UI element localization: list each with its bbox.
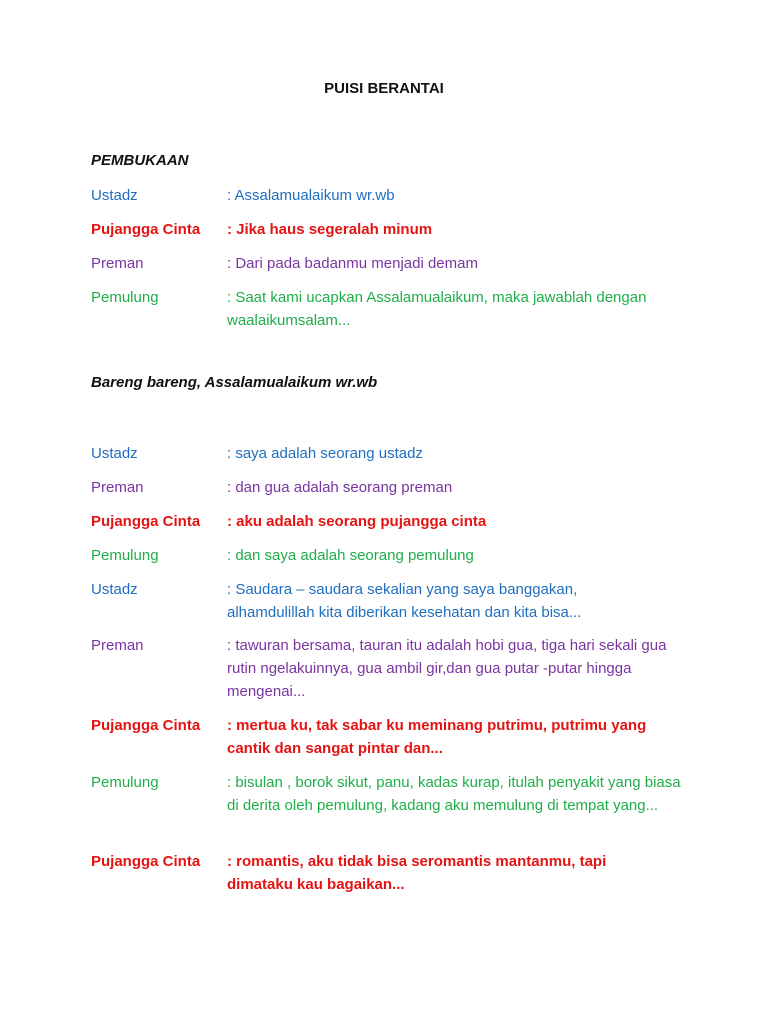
dialogue-text: : saya adalah seorang ustadz — [227, 445, 423, 462]
dialogue-text: : Assalamualaikum wr.wb — [227, 187, 395, 204]
dialogue-text: : tawuran bersama, tauran itu adalah hobi gua, tiga hari sekali gua rutin ngelakuinnya, gua ambil gir,dan gua putar -putar hingga mengenai... — [227, 637, 667, 700]
speaker-name: Pemulung — [91, 774, 159, 791]
speaker-name: Pujangga Cinta — [91, 717, 201, 734]
speaker-name: Preman — [91, 479, 144, 496]
speaker-name: Pujangga Cinta — [91, 853, 201, 870]
speaker-name: Ustadz — [91, 581, 138, 598]
speaker-name: Preman — [91, 637, 144, 654]
dialogue-text: : dan saya adalah seorang pemulung — [227, 547, 474, 564]
speaker-name: Ustadz — [91, 187, 138, 204]
dialogue-text: : bisulan , borok sikut, panu, kadas kurap, itulah penyakit yang biasa di derita oleh pemulung, kadang aku memulung di tempat yang... — [227, 774, 681, 814]
dialogue-text: : Saat kami ucapkan Assalamualaikum, maka jawablah dengan waalaikumsalam... — [227, 289, 647, 329]
page-title: PUISI BERANTAI — [324, 80, 444, 97]
dialogue-text: : dan gua adalah seorang preman — [227, 479, 453, 496]
dialogue-text: : romantis, aku tidak bisa seromantis mantanmu, tapi dimataku kau bagaikan... — [227, 853, 607, 893]
dialogue-text: : Dari pada badanmu menjadi demam — [227, 255, 478, 272]
speaker-name: Pemulung — [91, 547, 159, 564]
speaker-name: Preman — [91, 255, 144, 272]
dialogue-text: : mertua ku, tak sabar ku meminang putrimu, putrimu yang cantik dan sangat pintar dan... — [227, 717, 647, 757]
dialogue-text: : aku adalah seorang pujangga cinta — [227, 513, 487, 530]
speaker-name: Pujangga Cinta — [91, 513, 201, 530]
section-heading: PEMBUKAAN — [91, 152, 189, 169]
speaker-name: Ustadz — [91, 445, 138, 462]
chorus-heading: Bareng bareng, Assalamualaikum wr.wb — [91, 374, 378, 391]
dialogue-text: : Jika haus segeralah minum — [227, 221, 433, 238]
speaker-name: Pujangga Cinta — [91, 221, 201, 238]
speaker-name: Pemulung — [91, 289, 159, 306]
dialogue-text: : Saudara – saudara sekalian yang saya banggakan, alhamdulillah kita diberikan kesehatan dan kita bisa... — [227, 581, 582, 621]
